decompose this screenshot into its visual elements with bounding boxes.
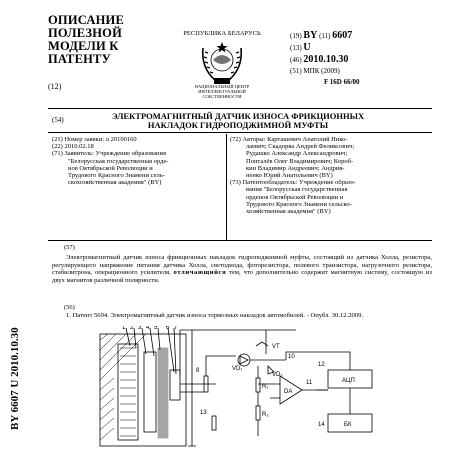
divider [48,108,432,109]
patent-number: 6607 [332,30,353,41]
country-number-line [290,30,360,42]
fig-label-da: DA [284,389,293,395]
code-46: (46) [290,56,302,64]
fig-label-5: 5 [154,326,158,331]
fig-label-2: 2 [130,326,134,331]
fig-label-13: 13 [200,410,207,416]
abstract-text [52,254,432,284]
code-19: (19) [290,32,302,40]
country-code: BY [303,30,318,41]
fig-label-3: 3 [138,326,142,331]
title-line: ПОЛЕЗНОЙ [48,26,122,40]
national-center-name [170,84,274,99]
info-line: кин Владимир Андреевич; Андрия- [246,164,345,172]
info-line: Понталёв Олег Владимирович; Короб- [246,157,354,165]
date-line [290,54,360,66]
fig-label-12: 12 [318,362,325,368]
info-line: (73) Патентообладатель: Учреждение образо- [230,179,356,187]
info-line: хозяйственная академия" (BY) [246,208,331,216]
ipc-line [290,66,360,77]
title-line: МОДЕЛИ К [48,39,119,53]
info-line: орденов Октябрьской Революции и [246,193,344,201]
title-line: ПАТЕНТУ [48,52,111,66]
fig-label-6: 6 [166,326,170,331]
code-51: (51) [290,67,302,75]
document-title [48,112,428,130]
circuit-figure [96,326,416,450]
title-line: НАКЛАДОК ГИДРОПОДЖИМНОЙ МУФТЫ [147,120,329,130]
magnet-system [158,348,168,438]
fig-label-vt: VT [272,344,280,350]
fig-label-8: 8 [196,368,200,374]
spine-label [9,300,25,430]
ipc-class-line [290,77,360,88]
fig-label-7: 7 [174,326,178,331]
code-54: (54) [52,116,64,124]
fig-label-adc: АЦП [342,378,355,384]
code-57: (57) [64,244,75,251]
pressure-plate [144,352,156,432]
divider [48,240,432,241]
abstract-bold-word: отличающийся [173,269,227,277]
info-line: вания "Белорусская государственная [246,186,348,194]
code-56: (56) [64,304,75,311]
ipc-class: F 16D 66/00 [324,78,360,86]
fig-label-10: 10 [288,354,295,360]
fig-label-bk: БК [344,422,352,428]
kind-code: U [303,42,311,53]
publication-date: 2010.10.30 [303,54,349,65]
info-line: (21) Номер заявки: u 20100160 [52,136,137,143]
title-line: ЭЛЕКТРОМАГНИТНЫЙ ДАТЧИК ИЗНОСА ФРИКЦИОННЫХ [111,111,365,121]
info-line: (22) 2010.02.18 [52,143,94,151]
divider [48,132,432,133]
ipc-label: МПК (2009) [303,67,340,75]
hall-sensor-housing [170,370,180,400]
friction-disc-pack [118,344,138,440]
column-divider [226,134,227,240]
info-line: (72) Авторы: Карташевич Анатолий Нико- [230,136,348,143]
fig-label-1: 1 [122,326,126,331]
info-line: Трудового Красного Знамени сельско- [246,200,352,208]
info-line: (71) Заявитель: Учреждение образования [52,150,166,158]
document-type-title [48,14,158,66]
fig-label-4: 4 [146,326,150,331]
center-line: ИНТЕЛЛЕКТУАЛЬНОЙ [198,89,246,94]
center-line: НАЦИОНАЛЬНЫЙ ЦЕНТР [194,84,250,89]
fig-label-14: 14 [318,422,325,428]
info-line: ненко Юрий Анатольевич (BY) [246,172,333,180]
info-line: Трудового Красного Знамени сель- [68,172,165,180]
fig-label-r1: R₁ [262,384,269,390]
info-line: лаевич; Скадорва Андрей Феликсович; [246,143,355,151]
republic-name: РЕСПУБЛИКА БЕЛАРУСЬ [183,30,261,37]
abstract-part: Электромагнитный датчик износа фрикционных накладок гидроподжимной муфты, состоящий из датчика Холла, резистора, регулирующего напряжение питания датчика Холла, светодиода, фоторезистора, полевого транзистора, нагрузочного резистора, стабилитрона, операционного усилителя, [52,254,432,277]
fig-label-vd1: VD₁ [232,366,243,372]
fig-label-11: 11 [306,380,313,386]
info-line: "Белорусская государственная орде- [68,157,169,165]
authors-column [230,136,430,215]
info-line: нов Октябрьской Революции и [68,164,153,172]
application-info-column [52,136,224,186]
code-13: (13) [290,44,302,52]
title-code: (12) [48,82,62,91]
info-line: скохозяйственная академия" (BY) [68,179,162,187]
fig-label-r2: R₂ [262,412,269,418]
title-line: ОПИСАНИЕ [48,13,124,27]
state-emblem-icon [195,38,249,90]
abstract-part: тем, что дополнительно содержит магнитную систему, состоящую из двух магнитов различной полярности. [52,269,432,284]
fig-label-vd2: VD₂ [272,372,283,378]
code-11: (11) [319,32,331,40]
kind-line [290,42,360,54]
bibliographic-codes [290,30,360,88]
info-line: Рудашко Александр Александрович; [246,150,348,158]
center-line: СОБСТВЕННОСТИ [202,94,242,99]
spine-text: BY 6607 U 2010.10.30 [9,327,21,430]
reference-text: 1. Патент 5694. Электромагнитный датчик износа тормозных накладок автомобилей. - Опубл. 30.12.2009. [66,312,364,319]
